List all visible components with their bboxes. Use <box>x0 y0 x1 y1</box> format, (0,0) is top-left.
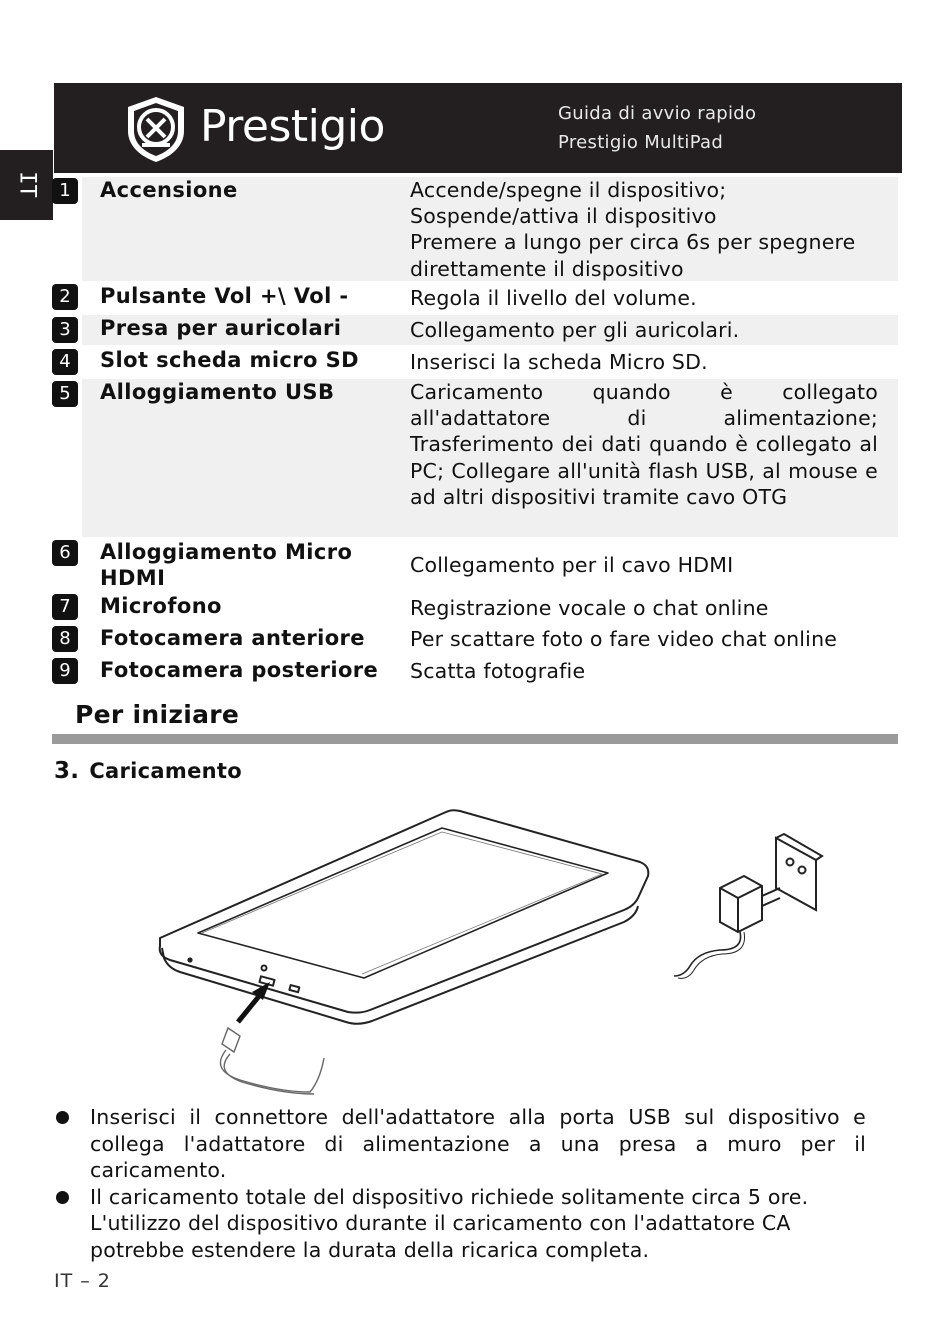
component-number: 3 <box>52 317 78 343</box>
page-number: IT – 2 <box>54 1270 111 1292</box>
component-name: Alloggiamento USB <box>100 380 335 404</box>
brand-name: Prestigio <box>200 101 385 152</box>
step-title: Caricamento <box>89 759 242 783</box>
guide-title: Guida di avvio rapido <box>558 103 757 124</box>
arrow-icon <box>238 982 270 1022</box>
list-item <box>54 1104 866 1184</box>
prestigio-logo <box>120 93 430 165</box>
component-row-7 <box>52 593 898 623</box>
list-item-text: Il caricamento totale del dispositivo richiede solitamente circa 5 ore. L'utilizzo del dispositivo durante il caricamento con l'adattatore CA potrebbe estendere la durata della ricarica completa. <box>90 1184 809 1262</box>
bullet-icon <box>56 1191 69 1204</box>
component-row-4 <box>52 347 898 377</box>
page-header <box>54 83 902 173</box>
component-desc: Collegamento per gli auricolari. <box>410 318 740 342</box>
desc-line: Sospende/attiva il dispositivo <box>410 204 717 229</box>
usb-cable-icon <box>220 1028 324 1094</box>
component-number: 9 <box>52 658 78 684</box>
instructions-list <box>54 1104 866 1263</box>
section-title: Per iniziare <box>75 700 240 729</box>
component-desc: Collegamento per il cavo HDMI <box>410 553 734 577</box>
language-tab <box>0 150 53 220</box>
component-number: 6 <box>52 540 78 566</box>
section-divider <box>52 734 898 744</box>
header-right <box>558 99 756 157</box>
component-desc <box>410 177 878 282</box>
component-desc: Inserisci la scheda Micro SD. <box>410 350 708 374</box>
component-number: 1 <box>52 178 78 204</box>
component-name: Presa per auricolari <box>100 316 342 340</box>
component-number: 7 <box>52 594 78 620</box>
component-row-8 <box>52 625 898 655</box>
component-row-5 <box>52 379 898 537</box>
component-row-3 <box>52 315 898 345</box>
list-item-text: Inserisci il connettore dell'adattatore alla porta USB sul dispositivo e collega l'adattatore di alimentazione a una presa a muro per il caricamento. <box>90 1105 866 1182</box>
language-code: IT <box>14 171 40 198</box>
shield-logo-icon <box>120 93 192 165</box>
component-name: Microfono <box>100 594 222 618</box>
component-number: 4 <box>52 349 78 375</box>
desc-line: Premere a lungo per circa 6s per spegnere direttamente il dispositivo <box>410 230 856 281</box>
component-name: Fotocamera anteriore <box>100 626 365 650</box>
step-heading <box>54 758 242 784</box>
component-name: Pulsante Vol +\ Vol - <box>100 284 349 308</box>
product-name: Prestigio MultiPad <box>558 132 724 153</box>
component-desc: Registrazione vocale o chat online <box>410 596 769 620</box>
component-name: Accensione <box>100 178 238 202</box>
desc-line: Accende/spegne il dispositivo; <box>410 178 727 202</box>
component-number: 5 <box>52 381 78 407</box>
component-row-1 <box>52 177 898 281</box>
component-name: Alloggiamento Micro HDMI <box>100 540 353 590</box>
list-item <box>54 1184 866 1264</box>
component-row-6 <box>52 539 898 593</box>
bullet-icon <box>56 1111 69 1124</box>
component-name: Fotocamera posteriore <box>100 658 379 682</box>
component-row-9 <box>52 657 898 687</box>
component-number: 8 <box>52 626 78 652</box>
component-desc: Scatta fotografie <box>410 659 586 683</box>
component-row-2 <box>52 283 898 313</box>
component-name: Slot scheda micro SD <box>100 348 359 372</box>
component-desc: Caricamento quando è collegato all'adattatore di alimentazione; Trasferimento dei dati quando è collegato al PC; Collegare all'unità flash USB, al mouse e ad altri dispositivi tramite cavo OTG <box>410 380 878 509</box>
charging-illustration <box>150 800 830 1100</box>
component-desc: Per scattare foto o fare video chat online <box>410 627 838 651</box>
tablet-icon <box>160 810 649 1024</box>
power-adapter-icon <box>674 834 822 978</box>
component-desc: Regola il livello del volume. <box>410 286 697 310</box>
component-number: 2 <box>52 284 78 310</box>
step-number: 3. <box>54 758 80 784</box>
